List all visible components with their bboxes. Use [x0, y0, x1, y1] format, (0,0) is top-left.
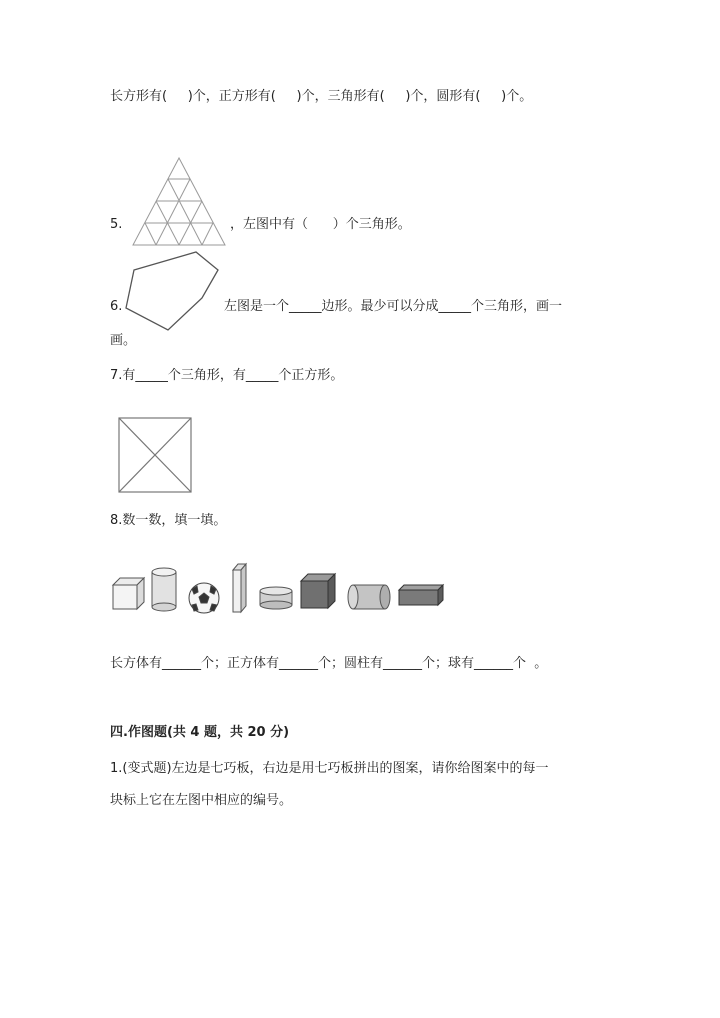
section-4-question-1-line1: 1.(变式题)左边是七巧板，右边是用七巧板拼出的图案，请你给图案中的每一 — [110, 761, 549, 776]
question-6-number: 6. — [110, 299, 123, 314]
tall-cylinder-figure — [152, 568, 176, 611]
triangle-grid-figure — [122, 158, 222, 248]
question-8-answer-line: 长方体有______个；正方体有______个；圆柱有______个；球有______个 。 — [110, 656, 548, 671]
cube-figure-2 — [301, 574, 335, 608]
question-6-text-continued: 画。 — [110, 333, 137, 348]
square-diagonals-figure — [118, 416, 194, 494]
flat-cylinder-figure — [260, 587, 292, 609]
section-4-question-1-line2: 块标上它在左图中相应的编号。 — [110, 793, 293, 808]
hexagon-figure — [120, 248, 230, 338]
solid-shapes-row — [108, 562, 453, 617]
question-5-text: ，左图中有（ ）个三角形。 — [230, 217, 411, 232]
tall-cuboid-figure — [233, 564, 246, 612]
question-7-text: 7.有_____个三角形，有_____个正方形。 — [110, 368, 344, 383]
flat-cuboid-figure — [399, 585, 443, 605]
shape-count-question: 长方形有( )个，正方形有( )个，三角形有( )个，圆形有( )个。 — [110, 89, 533, 104]
question-8-text: 8.数一数，填一填。 — [110, 513, 227, 528]
ball-figure — [189, 583, 219, 613]
question-5-number: 5. — [110, 217, 123, 232]
cube-figure-1 — [113, 578, 144, 609]
section-4-heading: 四.作图题(共 4 题，共 20 分) — [110, 725, 290, 740]
lying-cylinder-figure — [348, 585, 390, 609]
question-6-text: 左图是一个_____边形。最少可以分成_____个三角形，画一 — [224, 299, 563, 314]
